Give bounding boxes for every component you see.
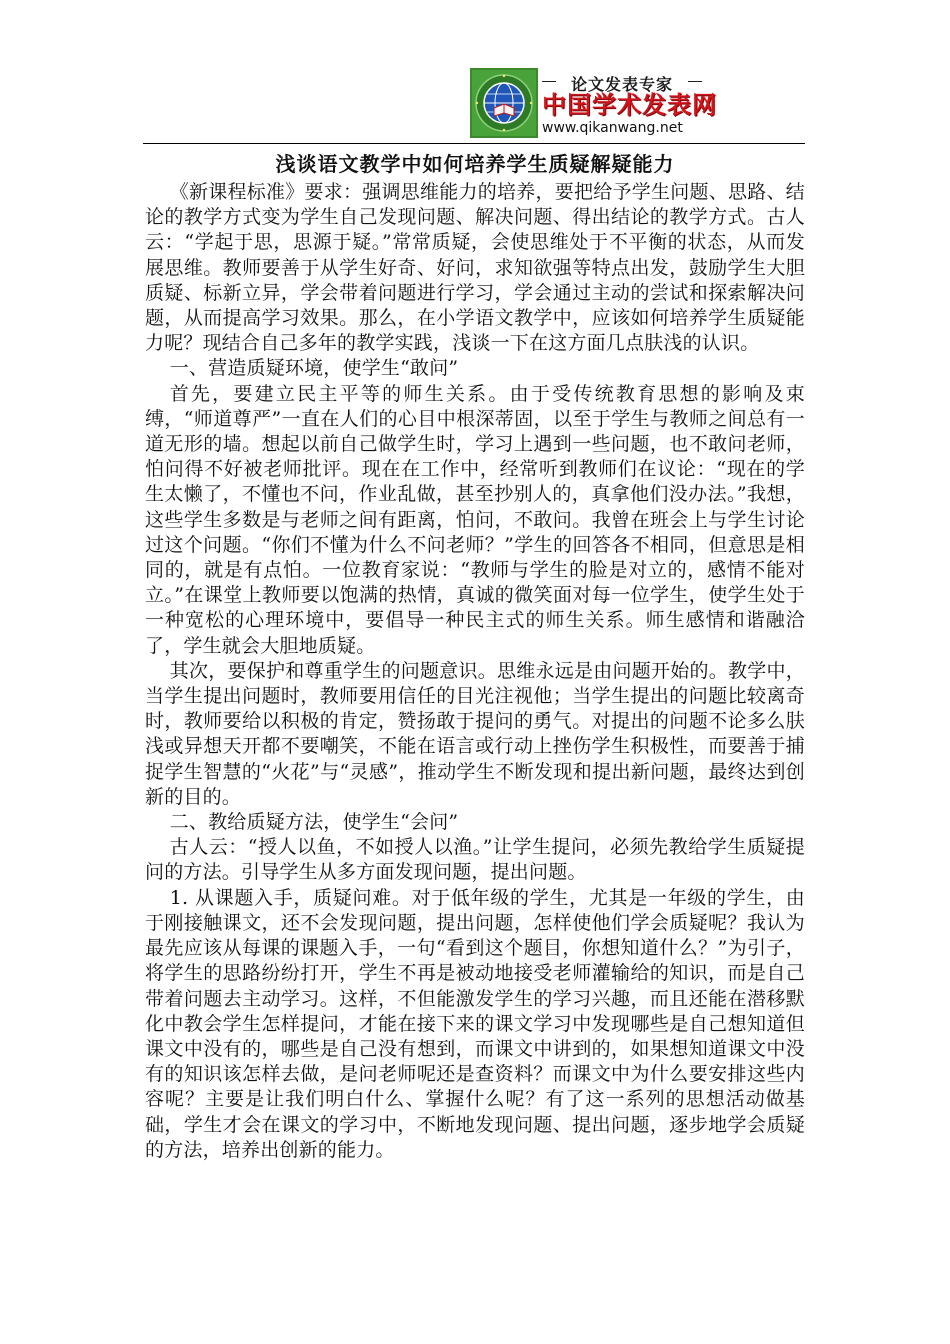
slogan-right-dash — [688, 81, 702, 82]
logo-url: www.qikanwang.net — [542, 120, 683, 136]
globe-emblem-icon — [470, 68, 538, 138]
article-title: 浅谈语文教学中如何培养学生质疑解疑能力 — [275, 152, 675, 176]
header-rule — [143, 143, 805, 144]
logo-slogan: 论文发表专家 — [570, 75, 673, 94]
section-heading-1: 一、营造质疑环境，使学生“敢问” — [169, 357, 459, 380]
logo-site-name: 中国学术发表网 — [542, 91, 717, 119]
article-body — [145, 180, 805, 1163]
paragraph-second: 其次，要保护和尊重学生的问题意识。思维永远是由问题开始的。教学中，当学生提出问题时，教师要用信任的目光注视他；当学生提出的问题比较离奇时，教师要给以积极的肯定，赞扬敢于提问的勇气。对提出的问题不论多么肤浅或异想天开都不要嘲笑，不能在语言或行动上挫伤学生积极性，而要善于捕捉学生智慧的“火花”与“灵感”，推动学生不断发现和提出新问题，最终达到创新的目的。 — [145, 659, 805, 808]
paragraph-method-1: 1. 从课题入手，质疑问难。对于低年级的学生，尤其是一年级的学生，由于刚接触课文，还不会发现问题，提出问题，怎样使他们学会质疑呢？我认为最先应该从每课的课题入手，一句“看到这个题目，你想知道什么？”为引子，将学生的思路纷纷打开，学生不再是被动地接受老师灌输给的知识，而是自己带着问题去主动学习。这样，不但能激发学生的学习兴趣，而且还能在潜移默化中教会学生怎样提问，才能在接下来的课文学习中发现哪些是自己想知道但课文中没有的，哪些是自己没有想到，而课文中讲到的，如果想知道课文中没有的知识该怎样去做，是问老师呢还是查资料？而课文中为什么要安排这些内容呢？主要是让我们明白什么、掌握什么呢？有了这一系列的思想活动做基础，学生才会在课文的学习中，不断地发现问题、提出问题，逐步地学会质疑的方法，培养出创新的能力。 — [145, 886, 805, 1161]
publisher-logo — [470, 68, 717, 138]
paragraph-method-intro: 古人云：“授人以鱼，不如授人以渔。”让学生提问，必须先教给学生质疑提问的方法。引导学生从多方面发现问题，提出问题。 — [145, 836, 805, 884]
paragraph-first: 首先，要建立民主平等的师生关系。由于受传统教育思想的影响及束缚，“师道尊严”一直在人们的心目中根深蒂固，以至于学生与教师之间总有一道无形的墙。想起以前自己做学生时，学习上遇到一些问题，也不敢问老师，怕问得不好被老师批评。现在在工作中，经常听到教师们在议论：“现在的学生太懒了，不懂也不问，作业乱做，甚至抄别人的，真拿他们没办法。”我想，这些学生多数是与老师之间有距离，怕问，不敢问。我曾在班会上与学生讨论过这个问题。“你们不懂为什么不问老师？”学生的回答各不相同，但意思是相同的，就是有点怕。一位教育家说：“教师与学生的脸是对立的，感情不能对立。”在课堂上教师要以饱满的热情，真诚的微笑面对每一位学生，使学生处于一种宽松的心理环境中，要倡导一种民主式的师生关系。师生感情和谐融洽了，学生就会大胆地质疑。 — [145, 382, 805, 657]
section-heading-2: 二、教给质疑方法，使学生“会问” — [169, 811, 459, 834]
paragraph-intro: 《新课程标准》要求：强调思维能力的培养，要把给予学生问题、思路、结论的教学方式变为学生自己发现问题、解决问题、得出结论的教学方式。古人云：“学起于思，思源于疑。”常常质疑，会使思维处于不平衡的状态，从而发展思维。教师要善于从学生好奇、好问，求知欲强等特点出发，鼓励学生大胆质疑、标新立异，学会带着问题进行学习，学会通过主动的尝试和探索解决问题，从而提高学习效果。那么，在小学语文教学中，应该如何培养学生质疑能力呢？现结合自己多年的教学实践，浅谈一下在这方面几点肤浅的认识。 — [145, 181, 805, 355]
